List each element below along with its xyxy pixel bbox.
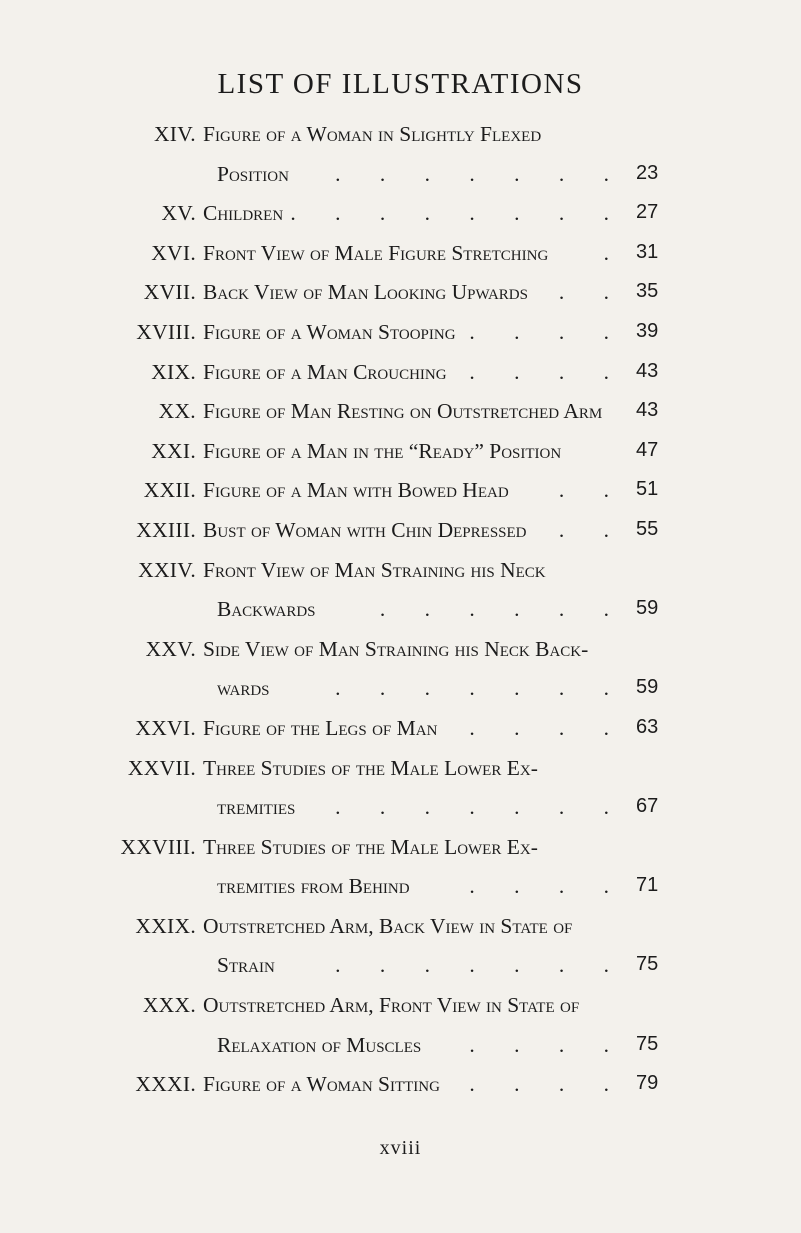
list-item [76,989,676,1029]
illustration-title: Front View of Man Straining his Neck [203,557,546,582]
page-number: 23 [636,161,659,184]
plate-number: XXXI. [135,1072,196,1097]
plate-number: XXVIII. [120,834,196,859]
dot-leader: . . . . [469,715,626,740]
page-title: LIST OF ILLUSTRATIONS [217,68,584,100]
dot-leader: . . . . [469,1032,626,1057]
list-item-continuation [76,593,676,633]
plate-number: XXVI. [135,715,196,740]
plate-number: XVI. [151,240,196,265]
list-item-continuation [76,1029,676,1069]
page-number: 59 [636,676,659,699]
dot-leader: . . [558,478,626,503]
dot-leader: . . . . [469,1072,626,1097]
list-item [76,910,676,950]
page-number: 59 [636,597,659,620]
plate-number: XV. [161,201,196,226]
list-item [76,276,676,316]
illustration-title: Figure of a Woman in Slightly Flexed [203,122,542,146]
illustration-title: Bust of Woman with Chin Depressed [203,517,527,542]
plate-number: XXI. [151,438,196,463]
dot-leader: . . . . [469,359,626,384]
list-item-continuation [76,870,676,910]
plate-number: XXX. [142,993,196,1018]
plate-number: XXIV. [138,557,196,582]
illustration-title: Front View of Male Figure Stretching [203,240,549,265]
illustration-title: Position [217,161,289,186]
list-item [76,514,676,554]
list-item-continuation [76,672,676,712]
page-number: 35 [636,280,659,303]
plate-number: XIV. [153,122,196,146]
list-item [76,1068,676,1108]
dot-leader: . . [558,517,626,542]
illustration-title: Figure of a Woman Stooping [203,319,456,344]
illustration-title: Figure of a Man with Bowed Head [203,478,509,503]
illustration-title: Strain [217,953,275,978]
page-number: 75 [636,1032,659,1055]
illustration-title: Figure of a Man Crouching [203,359,447,384]
list-item [76,752,676,792]
illustration-title: Backwards [217,597,316,622]
list-item [76,633,676,673]
illustration-title: Figure of a Man in the “Ready” Position [203,438,562,463]
page-number: 43 [636,399,659,422]
illustration-title: wards [217,676,270,701]
dot-leader: . . . . . . . [335,953,626,978]
page-number: 63 [636,715,659,738]
plate-number: XX. [158,399,196,424]
illustration-title: Back View of Man Looking Upwards [203,280,528,305]
page-number: 31 [636,240,659,263]
list-item-continuation [76,791,676,831]
dot-leader: . . [558,280,626,305]
illustration-title: Children [203,201,284,226]
page-number-roman: xviii [379,1137,422,1159]
list-item [76,356,676,396]
dot-leader: . . . . . . . . [290,201,626,226]
page-number: 79 [636,1072,659,1095]
dot-leader: . . . . . . [379,597,626,622]
illustration-title: Figure of the Legs of Man [203,715,438,740]
list-item [76,712,676,752]
dot-leader: . . . . [469,874,626,899]
dot-leader: . . . . . . . [335,795,626,820]
illustrations-list [76,118,676,1108]
plate-number: XVII. [143,280,196,305]
plate-number: XIX. [151,359,196,384]
list-item [76,554,676,594]
page-number: 67 [636,795,659,818]
list-item [76,831,676,871]
list-item-continuation [76,949,676,989]
page-number: 43 [636,359,659,382]
plate-number: XXV. [145,636,196,661]
list-item [76,435,676,475]
page-number: 27 [636,201,659,224]
dot-leader: . . . . . . . [335,161,626,186]
illustration-title: Three Studies of the Male Lower Ex- [203,755,538,780]
page-number: 39 [636,319,659,342]
illustration-title: Outstretched Arm, Front View in State of [203,993,580,1018]
illustration-title: tremities [217,795,296,820]
dot-leader: . . . . . . . [335,676,626,701]
page-number: 71 [636,874,659,897]
illustration-title: Side View of Man Straining his Neck Back- [203,636,589,661]
illustration-title: tremities from Behind [217,874,410,899]
plate-number: XXVII. [127,755,196,780]
list-item [76,316,676,356]
list-item [76,474,676,514]
plate-number: XVIII. [136,319,196,344]
page-number: 75 [636,953,659,976]
list-item-continuation [76,158,676,198]
list-item [76,197,676,237]
page-number: 47 [636,438,659,461]
illustration-title: Three Studies of the Male Lower Ex- [203,834,538,859]
plate-number: XXIII. [136,517,196,542]
illustration-title: Relaxation of Muscles [217,1032,422,1057]
dot-leader: . . . . [469,319,626,344]
page-number: 55 [636,517,659,540]
list-item [76,395,676,435]
illustration-title: Figure of a Woman Sitting [203,1072,440,1097]
plate-number: XXIX. [135,913,196,938]
illustration-title: Figure of Man Resting on Outstretched Arm [203,399,603,424]
illustration-title: Outstretched Arm, Back View in State of [203,913,573,938]
page-number: 51 [636,478,659,501]
list-item [76,237,676,277]
list-item [76,118,676,158]
plate-number: XXII. [143,478,196,503]
dot-leader: . [603,240,626,265]
